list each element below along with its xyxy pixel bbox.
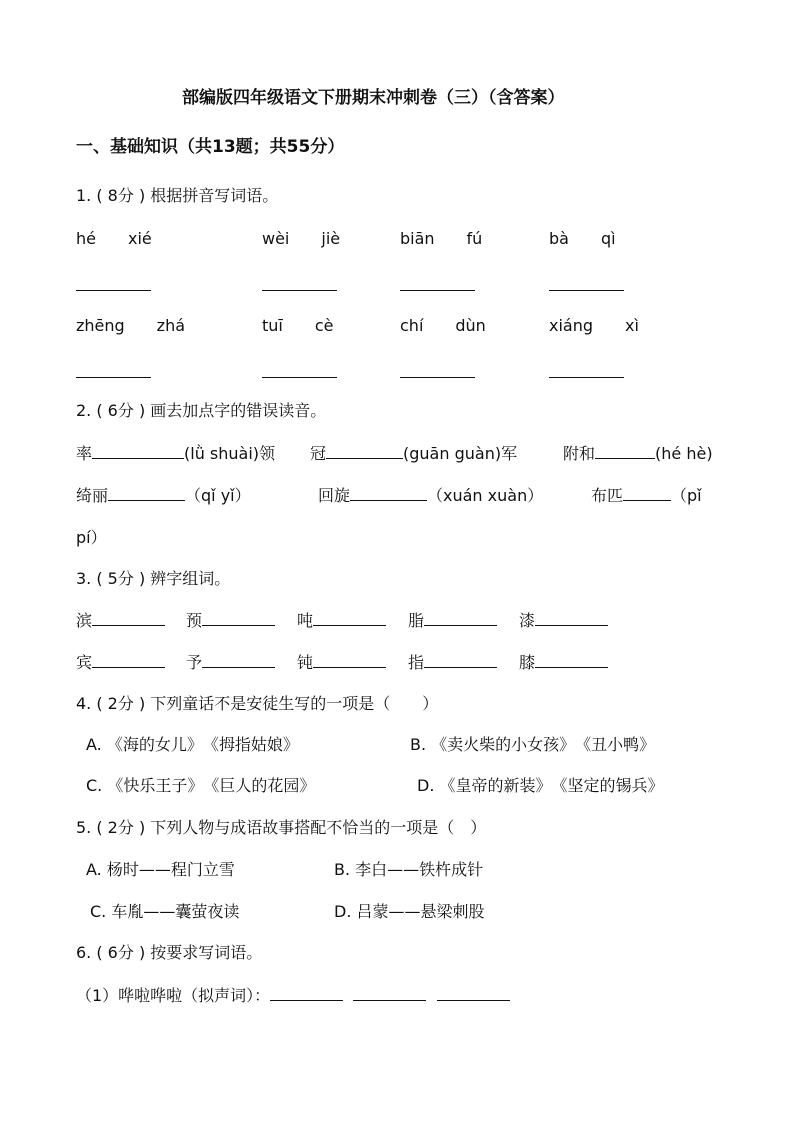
page-title: 部编版四年级语文下册期末冲刺卷（三）（含答案） (182, 88, 565, 108)
word-item: 指 (408, 653, 497, 673)
pinyin-8: xiáng xì (549, 316, 639, 335)
word-item: 膝 (519, 653, 608, 673)
question-3-stem: 3. ( 5分 ) 辨字组词。 (76, 569, 231, 588)
word-item: 吨 (297, 611, 386, 631)
answer-blank[interactable] (623, 486, 671, 501)
answer-blank[interactable] (262, 276, 337, 296)
pinyin-6: tuī cè (262, 316, 334, 335)
option-c[interactable]: C. 《快乐王子》 《巨人的花园》 (86, 776, 316, 795)
pinyin-3: biān fú (400, 229, 483, 248)
answer-blank[interactable] (535, 653, 608, 668)
word-item: 漆 (519, 611, 608, 631)
answer-blank[interactable] (595, 444, 655, 459)
answer-blank[interactable] (350, 486, 427, 501)
answer-blank[interactable] (353, 986, 426, 1001)
option-a[interactable]: A. 杨时——程门立雪 (86, 860, 235, 879)
option-b[interactable]: B. 《卖火柴的小女孩》 《丑小鸭》 (410, 735, 656, 754)
answer-blank[interactable] (92, 444, 184, 459)
reading-item: 布匹 （pǐ (591, 486, 702, 505)
answer-blank[interactable] (76, 363, 151, 383)
pinyin-4: bà qì (549, 229, 616, 248)
question-6-stem: 6. ( 6分 ) 按要求写词语。 (76, 943, 263, 962)
word-item: 钝 (297, 653, 386, 673)
answer-blank[interactable] (76, 276, 151, 296)
answer-blank[interactable] (424, 653, 497, 668)
question-1-stem: 1. ( 8分 ) 根据拼音写词语。 (76, 186, 279, 205)
answer-blank[interactable] (202, 653, 275, 668)
answer-blank[interactable] (400, 363, 475, 383)
answer-blank[interactable] (549, 276, 624, 296)
question-5-stem: 5. ( 2分 ) 下列人物与成语故事搭配不恰当的一项是（ ） (76, 818, 487, 837)
word-item: 宾 (76, 653, 165, 673)
reading-item: 率 (lǜ shuài)领 (76, 444, 276, 463)
answer-blank[interactable] (400, 276, 475, 296)
word-item: 滨 (76, 611, 165, 631)
answer-blank[interactable] (535, 611, 608, 626)
answer-blank[interactable] (424, 611, 497, 626)
word-item: 脂 (408, 611, 497, 631)
reading-item: 回旋 （xuán xuàn） (318, 486, 544, 505)
option-a[interactable]: A. 《海的女儿》 《拇指姑娘》 (86, 735, 299, 754)
answer-blank[interactable] (92, 611, 165, 626)
option-b[interactable]: B. 李白——铁杵成针 (334, 860, 484, 879)
answer-blank[interactable] (549, 363, 624, 383)
option-d[interactable]: D. 吕蒙——悬梁刺股 (334, 902, 485, 921)
word-item: 预 (186, 611, 275, 631)
answer-blank[interactable] (270, 986, 343, 1001)
question-4-stem: 4. ( 2分 ) 下列童话不是安徒生写的一项是（ ） (76, 694, 439, 713)
answer-blank[interactable] (202, 611, 275, 626)
pinyin-7: chí dùn (400, 316, 486, 335)
question-2-stem: 2. ( 6分 ) 画去加点字的错误读音。 (76, 401, 327, 420)
section-heading: 一、基础知识（共13题；共55分） (76, 137, 345, 157)
option-d[interactable]: D. 《皇帝的新装》 《坚定的锡兵》 (417, 776, 664, 795)
word-item: 予 (186, 653, 275, 673)
answer-blank[interactable] (326, 444, 403, 459)
reading-item-wrap: pí） (76, 528, 107, 547)
answer-blank[interactable] (262, 363, 337, 383)
pinyin-1: hé xié (76, 229, 152, 248)
answer-blank[interactable] (108, 486, 185, 501)
answer-blank[interactable] (437, 986, 510, 1001)
answer-blank[interactable] (313, 611, 386, 626)
answer-blank[interactable] (92, 653, 165, 668)
reading-item: 附和 (hé hè) (563, 444, 713, 463)
reading-item: 冠 (guān guàn)军 (310, 444, 518, 463)
reading-item: 绮丽 （qǐ yǐ） (76, 486, 251, 505)
pinyin-5: zhēng zhá (76, 316, 186, 335)
answer-blank[interactable] (313, 653, 386, 668)
pinyin-2: wèi jiè (262, 229, 341, 248)
option-c[interactable]: C. 车胤——囊萤夜读 (90, 902, 240, 921)
sub-question-1: （1）哗啦哗啦（拟声词）： (76, 986, 510, 1006)
